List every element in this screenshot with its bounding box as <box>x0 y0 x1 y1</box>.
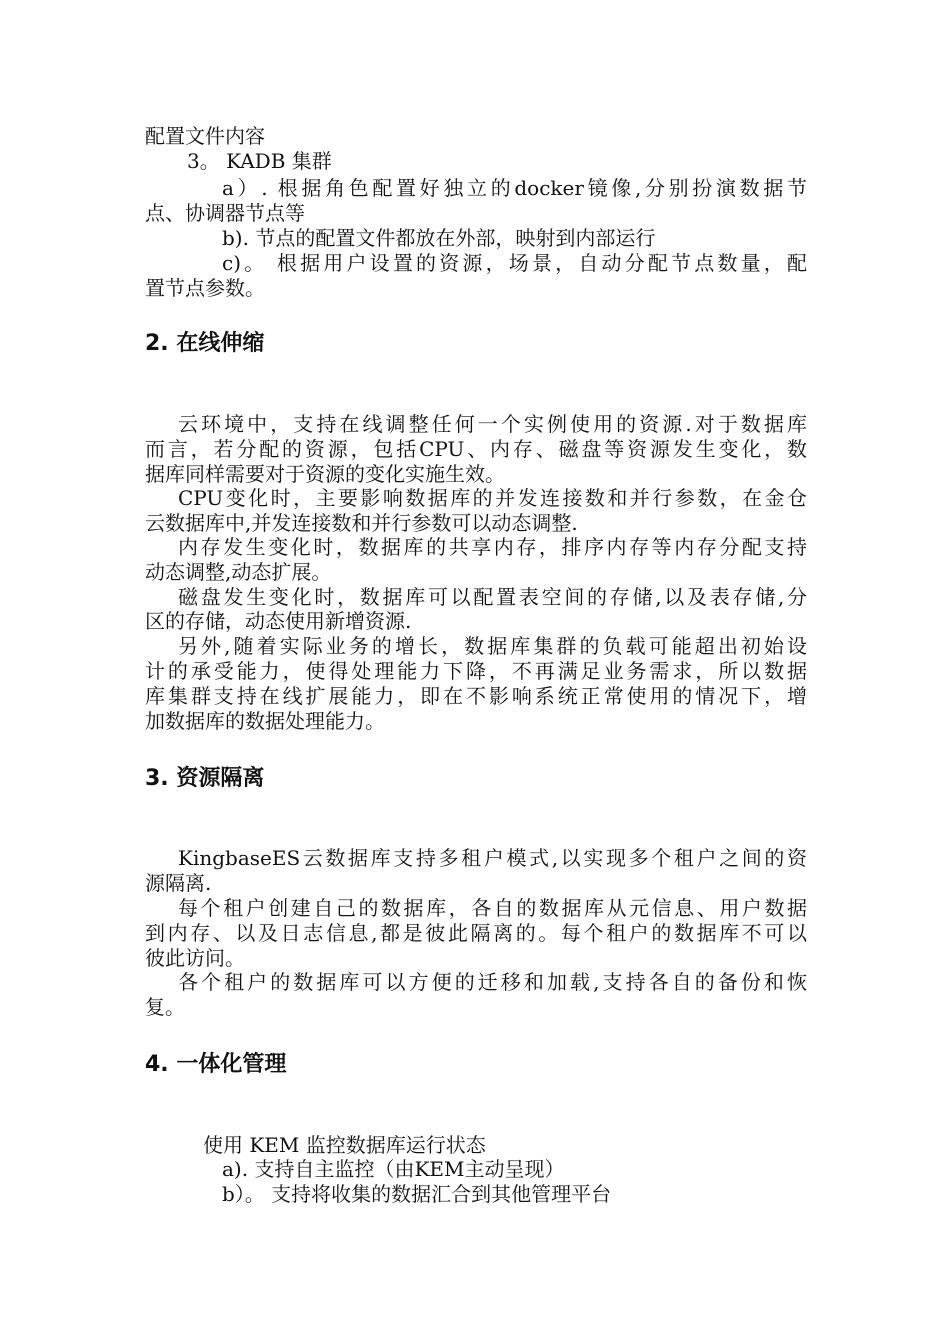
section-3-line: 每个租户创建自己的数据库，各自的数据库从元信息、用户数据 <box>178 896 807 920</box>
section-2-line: 据库同样需要对于资源的变化实施生效。 <box>145 462 505 486</box>
item-b-text: b). 节点的配置文件都放在外部，映射到内部运行 <box>222 226 656 250</box>
section-3-line: 复。 <box>145 995 185 1019</box>
section-2-line: 区的存储，动态使用新增资源. <box>145 609 412 633</box>
section-4-line: 使用 KEM 监控数据库运行状态 <box>203 1133 486 1157</box>
section-2-line: CPU变化时，主要影响数据库的并发连接数和并行参数，在金仓 <box>178 486 807 510</box>
section-3-line: 各个租户的数据库可以方便的迁移和加载,支持各自的备份和恢 <box>178 970 807 994</box>
section-4-line: a). 支持自主监控（由KEM主动呈现） <box>222 1157 565 1181</box>
section-4-heading: 4. 一体化管理 <box>145 1052 287 1077</box>
section-2-line: 计的承受能力，使得处理能力下降，不再满足业务需求，所以数据 <box>145 659 807 683</box>
item-a-line-2: 点、协调器节点等 <box>145 201 305 225</box>
item-c-line-2: 置节点参数。 <box>145 276 265 300</box>
section-2-line: 而言，若分配的资源，包括CPU、内存、磁盘等资源发生变化，数 <box>145 437 807 461</box>
item-c-line-1: c)。 根据用户设置的资源，场景，自动分配节点数量，配 <box>222 251 807 275</box>
config-content-text: 配置文件内容 <box>145 124 265 148</box>
section-4-line: b）。 支持将收集的数据汇合到其他管理平台 <box>222 1182 612 1206</box>
section-3-line: 到内存、以及日志信息,都是彼此隔离的。每个租户的数据库不可以 <box>145 921 807 945</box>
section-3-line: 彼此访问。 <box>145 946 245 970</box>
section-2-line: 磁盘发生变化时，数据库可以配置表空间的存储,以及表存储,分 <box>178 585 807 609</box>
item-a-line-1: a）. 根据角色配置好独立的docker镜像,分别扮演数据节 <box>222 176 807 200</box>
section-2-line: 云环境中，支持在线调整任何一个实例使用的资源.对于数据库 <box>178 412 807 436</box>
section-3-heading: 3. 资源隔离 <box>145 766 265 791</box>
section-2-line: 动态调整,动态扩展。 <box>145 560 332 584</box>
section-2-line: 另外,随着实际业务的增长，数据库集群的负载可能超出初始设 <box>178 634 807 658</box>
section-2-heading: 2. 在线伸缩 <box>145 331 265 356</box>
section-3-line: KingbaseES云数据库支持多租户模式,以实现多个租户之间的资 <box>178 846 807 870</box>
section-2-line: 库集群支持在线扩展能力，即在不影响系统正常使用的情况下，增 <box>145 684 807 708</box>
section-2-line: 加数据库的数据处理能力。 <box>145 709 385 733</box>
kadb-cluster-title: 3。 KADB 集群 <box>187 149 332 173</box>
section-2-line: 云数据库中,并发连接数和并行参数可以动态调整. <box>145 511 578 535</box>
section-2-line: 内存发生变化时，数据库的共享内存，排序内存等内存分配支持 <box>178 535 807 559</box>
section-3-line: 源隔离. <box>145 871 212 895</box>
